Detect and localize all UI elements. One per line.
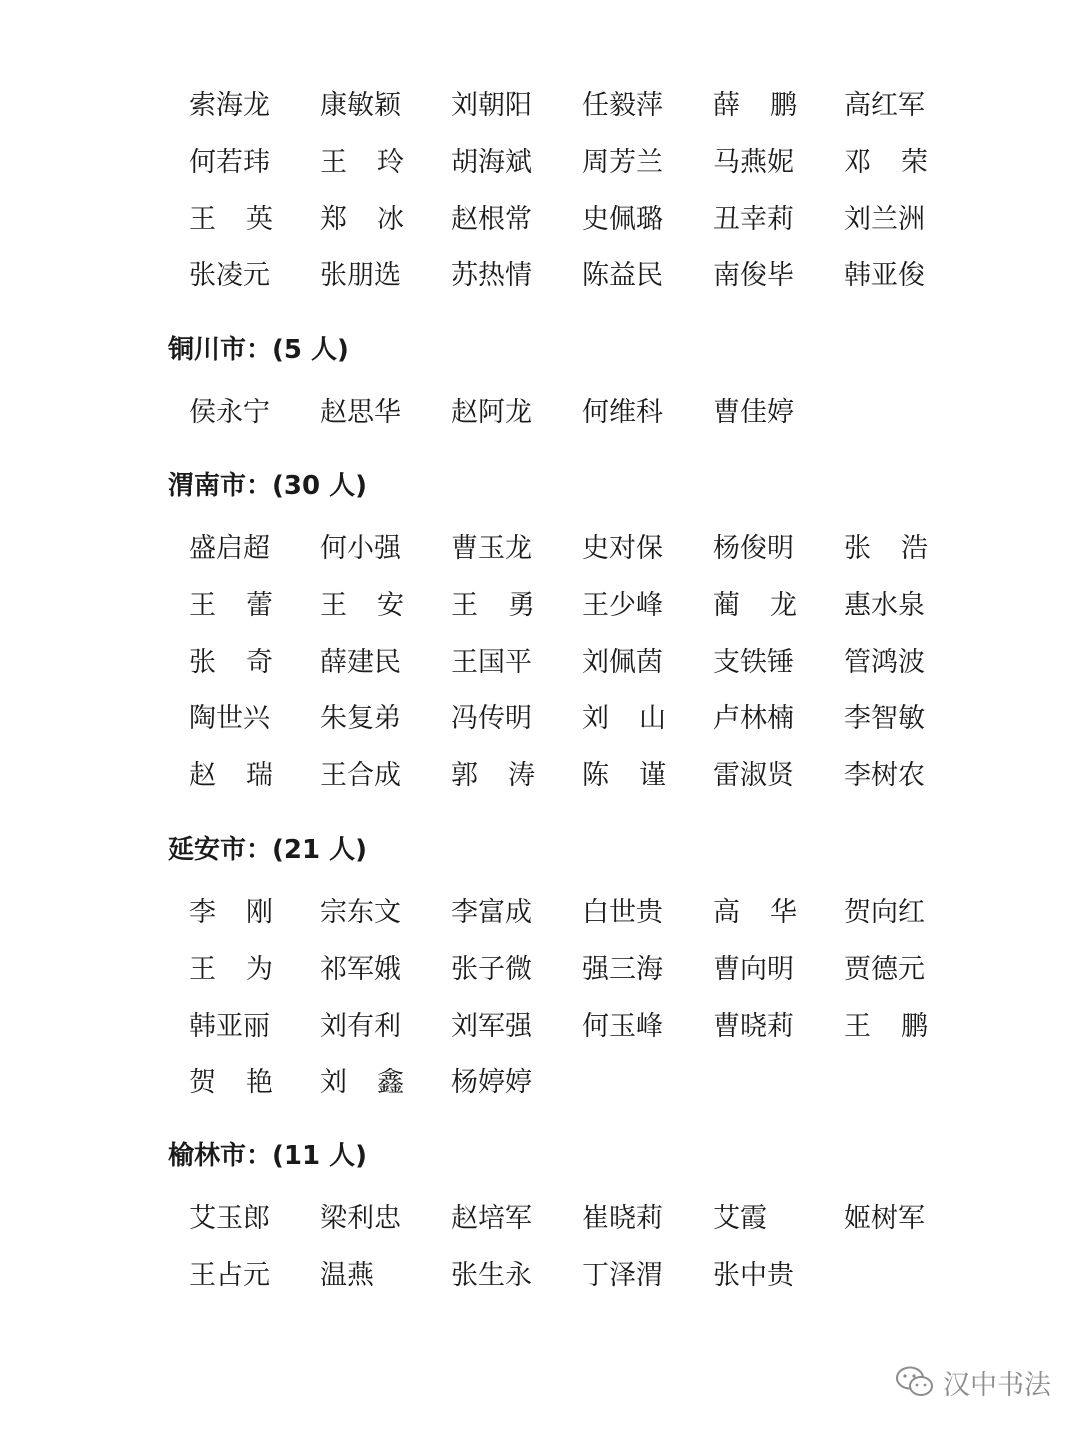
person-name: 张 浩 [844,533,928,564]
name-row [0,756,1080,796]
person-name: 曹向明 [713,953,794,985]
person-name: 宗东文 [320,897,401,928]
person-name: 韩亚丽 [189,1010,270,1042]
person-name: 张凌元 [189,260,270,292]
person-name: 薛建民 [320,646,401,678]
name-row [0,1007,1080,1047]
person-name: 王 安 [320,589,404,621]
person-name: 曹佳婷 [713,397,794,428]
person-name: 刘兰洲 [844,203,925,235]
person-name: 王 英 [189,203,273,235]
person-name: 赵根常 [451,203,532,235]
person-name: 曹晓莉 [713,1010,794,1042]
person-name: 强三海 [582,953,663,985]
person-name: 王 为 [189,953,273,985]
section-header: 榆林市：(11 人) [168,1141,367,1171]
person-name: 李 刚 [189,897,273,928]
person-name: 侯永宁 [189,397,270,428]
person-name: 马燕妮 [713,146,794,178]
person-name: 张子微 [451,953,532,985]
section-header: 延安市：(21 人) [168,835,367,865]
name-row [0,1256,1080,1296]
person-name: 姬树军 [844,1203,925,1234]
person-name: 陶世兴 [189,703,270,735]
person-name: 丁泽渭 [582,1259,663,1291]
person-name: 李树农 [844,760,925,792]
person-name: 梁利忠 [320,1203,401,1234]
person-name: 李智敏 [844,703,925,735]
person-name: 薛 鹏 [713,90,797,121]
person-name: 王少峰 [582,589,663,621]
person-name: 郭 涛 [451,760,535,792]
name-row [0,143,1080,183]
person-name: 高红军 [844,90,925,121]
person-name: 何小强 [320,533,401,564]
name-row [0,1199,1080,1239]
section-header: 渭南市：(30 人) [168,471,367,501]
person-name: 卢林楠 [713,703,794,735]
person-name: 王 勇 [451,589,535,621]
person-name: 张中贵 [713,1259,794,1291]
person-name: 蔺 龙 [713,589,797,621]
person-name: 支铁锤 [713,646,794,678]
person-name: 胡海斌 [451,146,532,178]
watermark-text: 汉中书法 [943,1369,1051,1401]
person-name: 白世贵 [582,897,663,928]
name-row [0,1063,1080,1103]
person-name: 杨婷婷 [451,1067,532,1099]
person-name: 王 蕾 [189,589,273,621]
person-name: 王 玲 [320,146,404,178]
name-row [0,950,1080,990]
person-name: 康敏颖 [320,90,401,121]
person-name: 贾德元 [844,953,925,985]
person-name: 管鸿波 [844,646,925,678]
person-name: 刘有利 [320,1010,401,1042]
name-row [0,200,1080,240]
person-name: 张 奇 [189,646,273,678]
person-name: 盛启超 [189,533,270,564]
person-name: 王国平 [451,646,532,678]
person-name: 刘 鑫 [320,1067,404,1099]
person-name: 邓 荣 [844,146,928,178]
person-name: 何若玮 [189,146,270,178]
name-row [0,86,1080,126]
person-name: 雷淑贤 [713,760,794,792]
person-name: 史佩璐 [582,203,663,235]
watermark [895,1362,1051,1402]
person-name: 艾玉郎 [189,1203,270,1234]
person-name: 何玉峰 [582,1010,663,1042]
name-row [0,643,1080,683]
person-name: 赵思华 [320,397,401,428]
person-name: 祁军娥 [320,953,401,985]
section-header: 铜川市：(5 人) [168,335,349,365]
person-name: 刘军强 [451,1010,532,1042]
person-name: 索海龙 [189,90,270,121]
person-name: 刘 山 [582,703,666,735]
wechat-icon [895,1365,935,1399]
person-name: 何维科 [582,397,663,428]
person-name: 丑幸莉 [713,203,794,235]
person-name: 王合成 [320,760,401,792]
name-row [0,699,1080,739]
person-name: 惠水泉 [844,589,925,621]
person-name: 冯传明 [451,703,532,735]
person-name: 韩亚俊 [844,260,925,292]
person-name: 刘佩茵 [582,646,663,678]
person-name: 刘朝阳 [451,90,532,121]
person-name: 苏热情 [451,260,532,292]
person-name: 陈 谨 [582,760,666,792]
person-name: 曹玉龙 [451,533,532,564]
person-name: 王占元 [189,1259,270,1291]
person-name: 高 华 [713,897,797,928]
name-row [0,393,1080,433]
person-name: 陈益民 [582,260,663,292]
person-name: 赵 瑞 [189,760,273,792]
person-name: 任毅萍 [582,90,663,121]
name-row [0,529,1080,569]
person-name: 李富成 [451,897,532,928]
person-name: 贺 艳 [189,1067,273,1099]
person-name: 杨俊明 [713,533,794,564]
person-name: 张生永 [451,1259,532,1291]
person-name: 贺向红 [844,897,925,928]
name-row [0,256,1080,296]
person-name: 崔晓莉 [582,1203,663,1234]
person-name: 赵阿龙 [451,397,532,428]
person-name: 赵培军 [451,1203,532,1234]
person-name: 王 鹏 [844,1010,928,1042]
name-row [0,893,1080,933]
person-name: 史对保 [582,533,663,564]
person-name: 周芳兰 [582,146,663,178]
person-name: 郑 冰 [320,203,404,235]
person-name: 张朋选 [320,260,401,292]
person-name: 艾霞 [713,1203,767,1234]
person-name: 朱复弟 [320,703,401,735]
person-name: 南俊毕 [713,260,794,292]
person-name: 温燕 [320,1259,374,1291]
name-row [0,586,1080,626]
